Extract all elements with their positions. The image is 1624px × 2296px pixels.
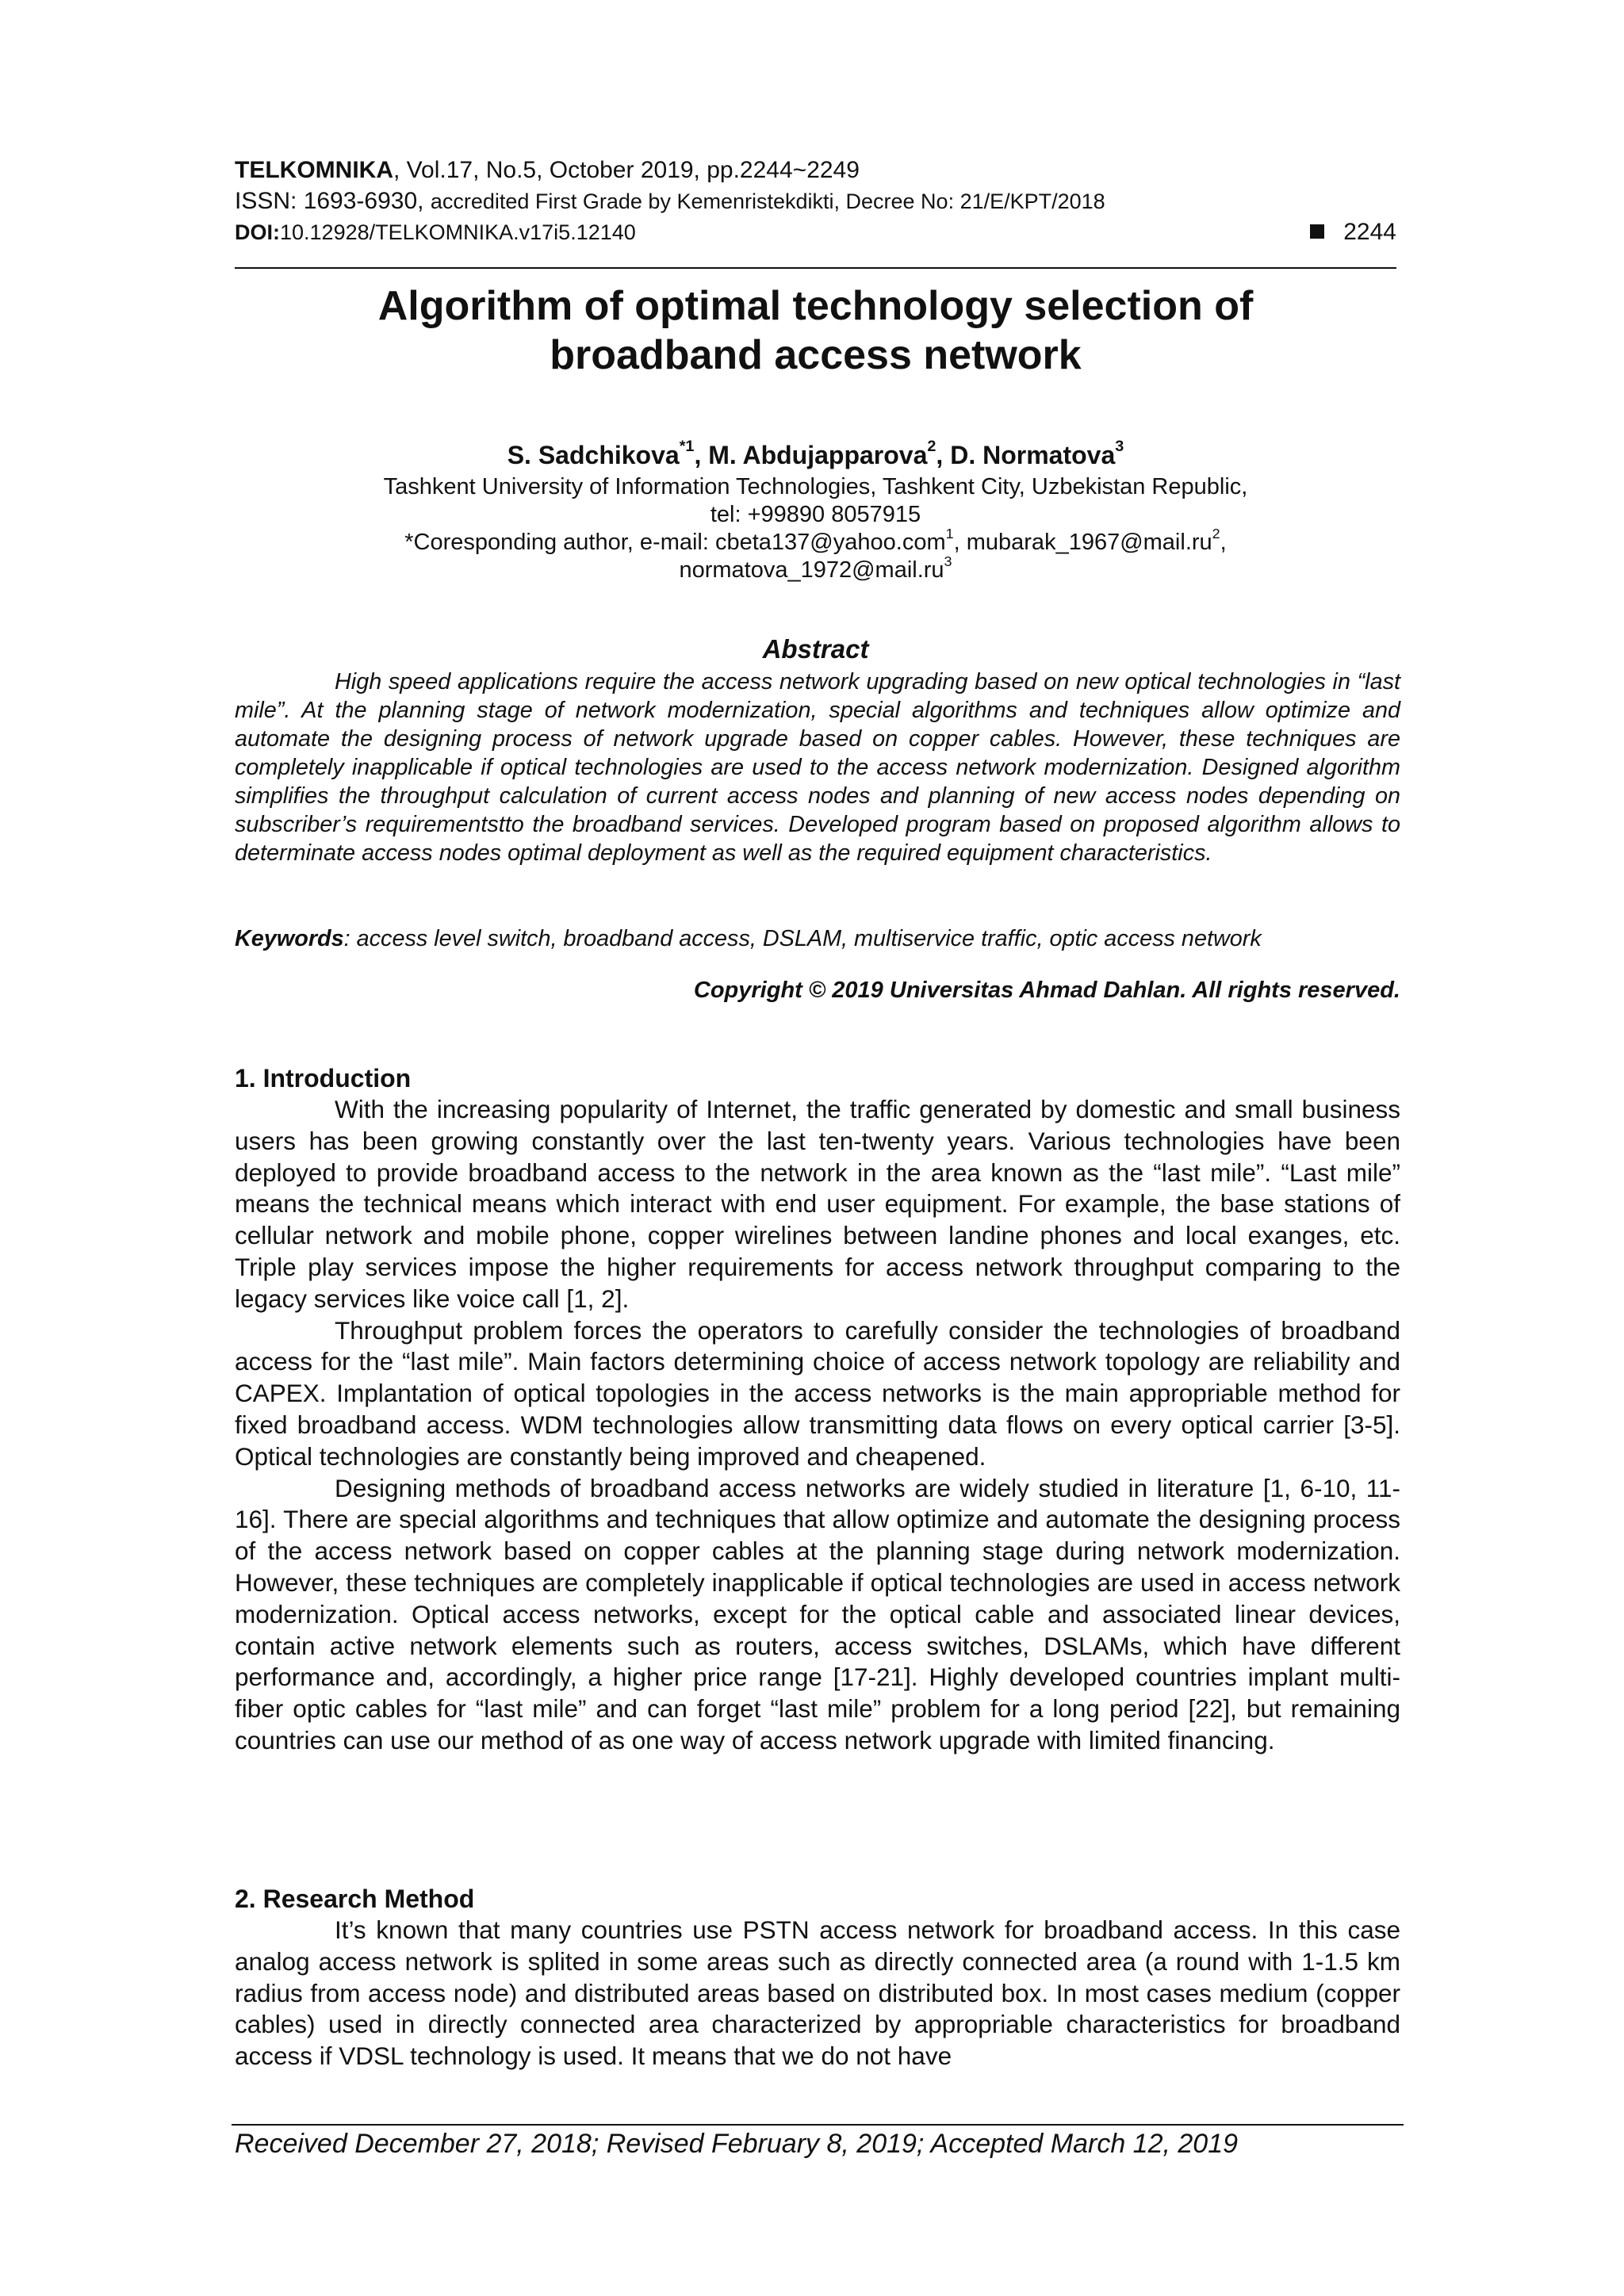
corresponding-author-line [235, 525, 1396, 557]
header-divider [235, 267, 1396, 269]
email-separator: , [1220, 530, 1227, 555]
copyright-notice: Copyright © 2019 Universitas Ahmad Dahlan. All rights reserved. [693, 978, 1400, 1003]
author-name: M. Abdujapparova [708, 441, 928, 469]
received-dates: Received December 27, 2018; Revised February 8, 2019; Accepted March 12, 2019 [235, 2129, 1239, 2159]
title-line-2: broadband access network [550, 332, 1082, 378]
author-mark: 3 [1115, 438, 1124, 456]
abstract-text: High speed applications require the access network upgrading based on new optical technologies in “last mile”. At the planning stage of network modernization, special algorithms and techniques allow optimize and automate the designing process of network upgrade based on copper cables. However, these techniques are completely inapplicable if optical technologies are used to the access network modernization. Designed algorithm simplifies the throughput calculation of current access nodes and planning of new access nodes depending on subscriber’s requirementstto the broadband services. Developed program based on proposed algorithm allows to determinate access nodes optimal deployment as well as the required equipment characteristics. [235, 669, 1400, 866]
email-link[interactable]: cbeta137@yahoo.com [714, 530, 946, 555]
section-heading-introduction: 1. Introduction [235, 1064, 412, 1093]
paragraph: With the increasing popularity of Internet, the traffic generated by domestic and small business users has been growing constantly over the last ten-twenty years. Various technologies have been deployed to provide broadband access to the network in the area known as the “last mile”. “Last mile” means the technical means which interact with end user equipment. For example, the base stations of cellular network and mobile phone, copper wirelines between landine phones and local exanges, etc. Triple play services impose the higher requirements for access network throughput comparing to the legacy services like voice call [1, 2]. [235, 1095, 1400, 1313]
corresponding-prefix: *Coresponding author, e-mail: [404, 530, 715, 555]
email-mark: 2 [1212, 525, 1220, 541]
author-list [235, 440, 1396, 470]
email-line-2 [235, 553, 1396, 584]
footer-divider [232, 2124, 1404, 2126]
journal-citation [235, 156, 1396, 185]
email-separator: , [953, 530, 967, 555]
paragraph: Throughput problem forces the operators to carefully consider the technologies of broadband access for the “last mile”. Main factors determining choice of access network topology are reliability and CAPEX. Implantation of optical topologies in the access networks is the main appropriable method for fixed broadband access. WDM technologies allow transmitting data flows on every optical carrier [3-5]. Optical technologies are constantly being improved and cheapened. [235, 1315, 1400, 1471]
research-method-body [235, 1915, 1400, 2072]
keywords-label: Keywords [235, 926, 344, 951]
author-mark: *1 [679, 438, 695, 456]
keywords [235, 924, 1400, 953]
title-line-1: Algorithm of optimal technology selection of [377, 283, 1254, 329]
affiliation: Tashkent University of Information Technologies, Tashkent City, Uzbekistan Republic, [383, 474, 1248, 499]
black-square-icon [1310, 224, 1324, 239]
page-number: 2244 [1343, 219, 1396, 245]
issn-label: ISSN: 1693-6930, [235, 188, 431, 214]
doi-value: 10.12928/TELKOMNIKA.v17i5.12140 [280, 220, 636, 244]
paper-title [235, 281, 1396, 380]
phone: tel: +99890 8057915 [710, 502, 921, 527]
author-name: D. Normatova [950, 441, 1116, 469]
doi-label: DOI: [235, 220, 280, 244]
author-separator: , [694, 441, 709, 469]
introduction-body [235, 1094, 1400, 1757]
author-name: S. Sadchikova [507, 441, 680, 469]
abstract-heading: Abstract [762, 634, 869, 664]
journal-name: TELKOMNIKA [235, 157, 393, 183]
paragraph: Designing methods of broadband access networks are widely studied in literature [1, 6-10, 11-16]. There are special algorithms and techniques that allow optimize and automate the designing process of the access network based on copper cables at the planning stage during network modernization. However, these techniques are completely inapplicable if optical technologies are used in access network modernization. Optical access networks, except for the optical cable and associated linear devices, contain active network elements such as routers, access switches, DSLAMs, which have different performance and, accordingly, a higher price range [17-21]. Highly developed countries implant multi-fiber optic cables for “last mile” and can forget “last mile” problem for a long period [22], but remaining countries can use our method of as one way of access network upgrade with limited financing. [235, 1473, 1400, 1755]
accreditation: accredited First Grade by Kemenristekdikti, Decree No: 21/E/KPT/2018 [430, 189, 1105, 213]
email-link[interactable]: mubarak_1967@mail.ru [966, 530, 1212, 555]
email-link[interactable]: normatova_1972@mail.ru [679, 557, 944, 583]
doi-line [235, 218, 1396, 247]
section-heading-research-method: 2. Research Method [235, 1885, 475, 1913]
keywords-list: : access level switch, broadband access, DSLAM, multiservice traffic, optic access network [343, 926, 1262, 951]
email-mark: 1 [945, 525, 954, 541]
author-mark: 2 [927, 438, 936, 456]
author-separator: , [936, 441, 951, 469]
paragraph: It’s known that many countries use PSTN access network for broadband access. In this case analog access network is splited in some areas such as directly connected area (a round with 1-1.5 km radius from access node) and distributed areas based on distributed box. In most cases medium (copper cables) used in directly connected area characterized by appropriable characteristics for broadband access if VDSL technology is used. It means that we do not have [235, 1915, 1400, 2071]
page-number-block [1310, 218, 1396, 247]
journal-volume-info: , Vol.17, No.5, October 2019, pp.2244~2249 [393, 157, 860, 183]
email-mark: 3 [944, 553, 952, 569]
issn-line [235, 187, 1396, 216]
